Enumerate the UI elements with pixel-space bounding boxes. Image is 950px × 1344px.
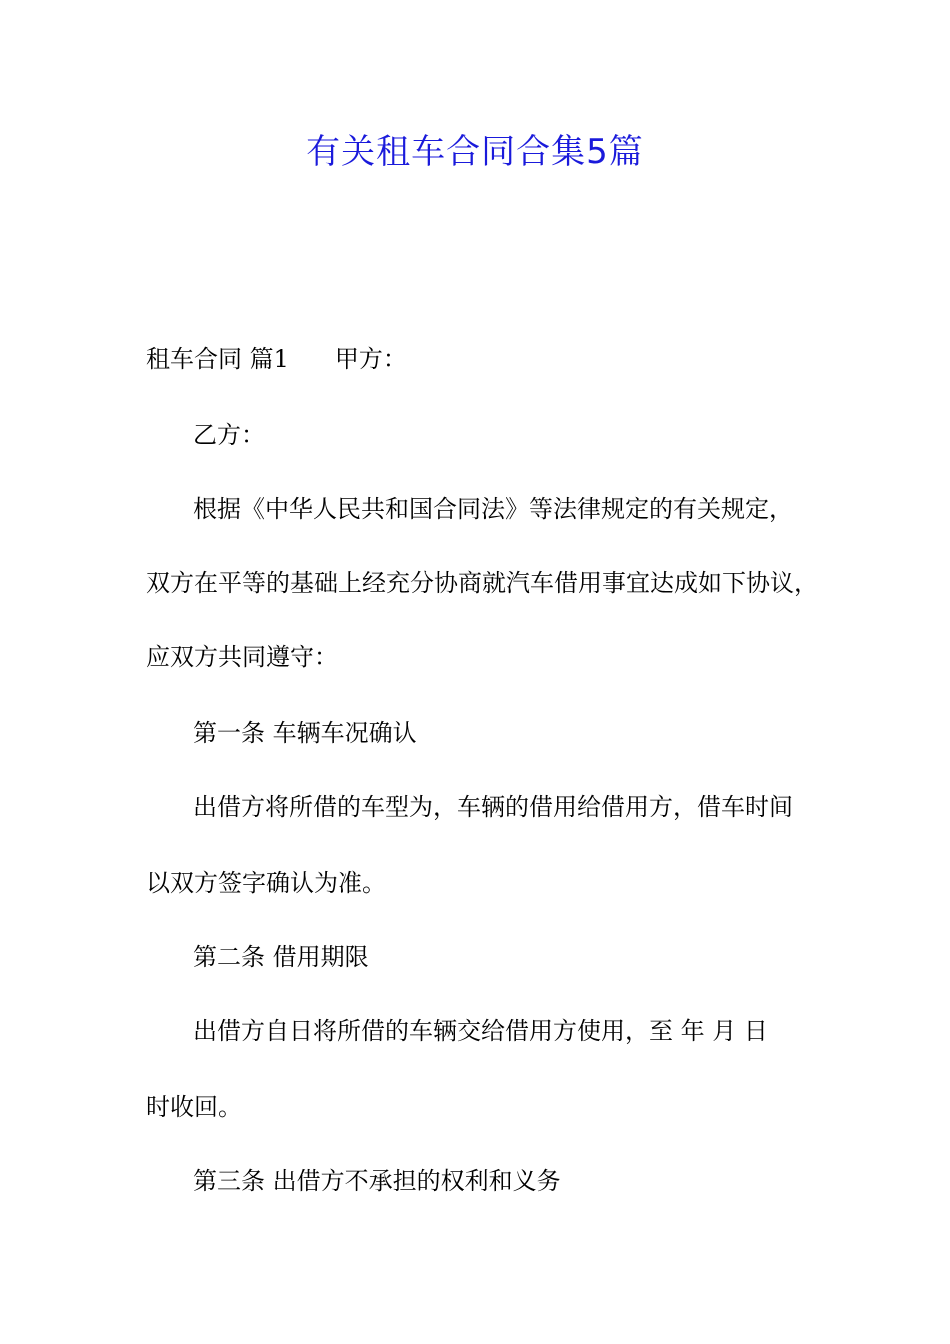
paragraph-line [146, 342, 407, 376]
paragraph-line: 根据《中华人民共和国合同法》等法律规定的有关规定， [193, 495, 793, 523]
paragraph-line: 双方在平等的基础上经充分协商就汽车借用事宜达成如下协议， [146, 569, 818, 597]
section-heading: 租车合同 篇1 [146, 345, 289, 373]
article-heading: 第一条 车辆车况确认 [193, 719, 417, 747]
paragraph-line: 时收回。 [146, 1093, 242, 1121]
paragraph-line: 以双方签字确认为准。 [146, 869, 386, 897]
paragraph-line: 出借方将所借的车型为，车辆的借用给借用方，借车时间 [193, 793, 793, 821]
party-b-label: 乙方： [193, 421, 265, 449]
party-a-label: 甲方： [334, 345, 407, 373]
paragraph-line: 应双方共同遵守： [146, 643, 338, 671]
article-heading: 第二条 借用期限 [193, 943, 369, 971]
document-title: 有关租车合同合集5篇 [306, 132, 644, 172]
article-heading: 第三条 出借方不承担的权利和义务 [193, 1167, 561, 1195]
paragraph-line: 出借方自日将所借的车辆交给借用方使用，至 年 月 日 [193, 1017, 768, 1045]
